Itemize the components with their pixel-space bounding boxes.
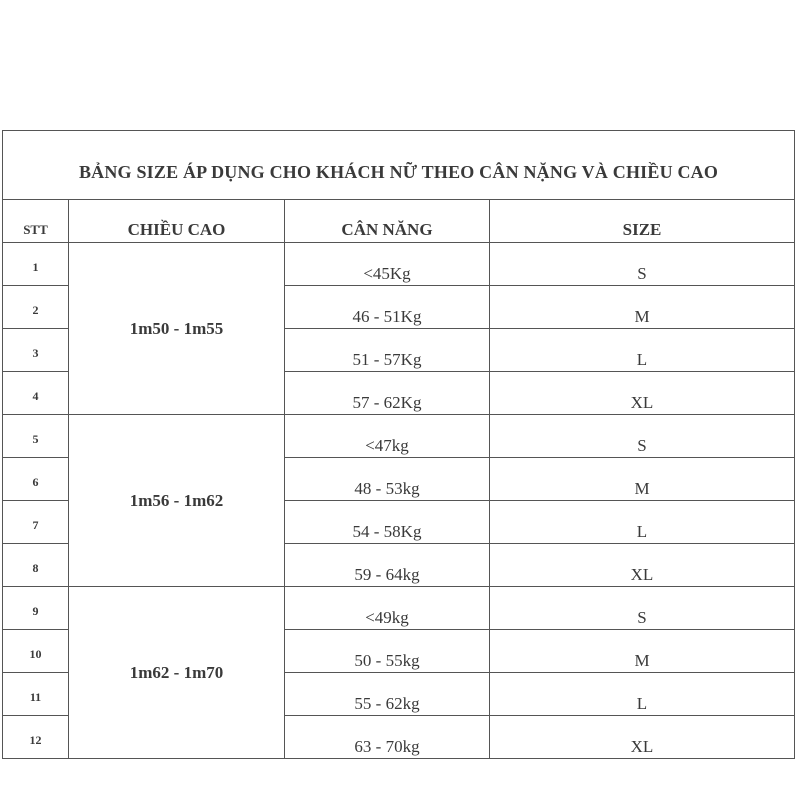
row-stt: 3: [3, 329, 69, 372]
row-weight: <47kg: [285, 415, 490, 458]
row-size: S: [490, 243, 795, 286]
row-stt: 12: [3, 716, 69, 759]
row-stt: 11: [3, 673, 69, 716]
row-stt: 10: [3, 630, 69, 673]
row-weight: 51 - 57Kg: [285, 329, 490, 372]
row-weight: 50 - 55kg: [285, 630, 490, 673]
height-group-2: 1m56 - 1m62: [69, 415, 285, 587]
row-size: L: [490, 329, 795, 372]
row-weight: 63 - 70kg: [285, 716, 490, 759]
row-weight: 57 - 62Kg: [285, 372, 490, 415]
row-stt: 9: [3, 587, 69, 630]
row-stt: 1: [3, 243, 69, 286]
row-size: M: [490, 630, 795, 673]
header-row: [3, 200, 795, 243]
size-chart-table: [2, 130, 795, 759]
row-size: S: [490, 415, 795, 458]
table-row: [3, 415, 795, 458]
row-size: XL: [490, 372, 795, 415]
row-size: L: [490, 673, 795, 716]
row-size: M: [490, 458, 795, 501]
row-size: L: [490, 501, 795, 544]
row-weight: 54 - 58Kg: [285, 501, 490, 544]
row-stt: 2: [3, 286, 69, 329]
header-size: SIZE: [490, 200, 795, 243]
row-weight: 59 - 64kg: [285, 544, 490, 587]
row-stt: 8: [3, 544, 69, 587]
row-weight: <49kg: [285, 587, 490, 630]
row-size: M: [490, 286, 795, 329]
header-height: CHIỀU CAO: [69, 200, 285, 243]
table-row: [3, 587, 795, 630]
table-title: BẢNG SIZE ÁP DỤNG CHO KHÁCH NỮ THEO CÂN NẶNG VÀ CHIỀU CAO: [3, 131, 795, 200]
height-group-1: 1m50 - 1m55: [69, 243, 285, 415]
row-stt: 6: [3, 458, 69, 501]
row-stt: 7: [3, 501, 69, 544]
row-weight: <45Kg: [285, 243, 490, 286]
table-row: [3, 243, 795, 286]
row-size: XL: [490, 716, 795, 759]
header-weight: CÂN NĂNG: [285, 200, 490, 243]
row-weight: 55 - 62kg: [285, 673, 490, 716]
title-row: [3, 131, 795, 200]
height-group-3: 1m62 - 1m70: [69, 587, 285, 759]
header-stt: STT: [3, 200, 69, 243]
row-stt: 5: [3, 415, 69, 458]
row-stt: 4: [3, 372, 69, 415]
row-weight: 48 - 53kg: [285, 458, 490, 501]
row-size: XL: [490, 544, 795, 587]
row-weight: 46 - 51Kg: [285, 286, 490, 329]
row-size: S: [490, 587, 795, 630]
